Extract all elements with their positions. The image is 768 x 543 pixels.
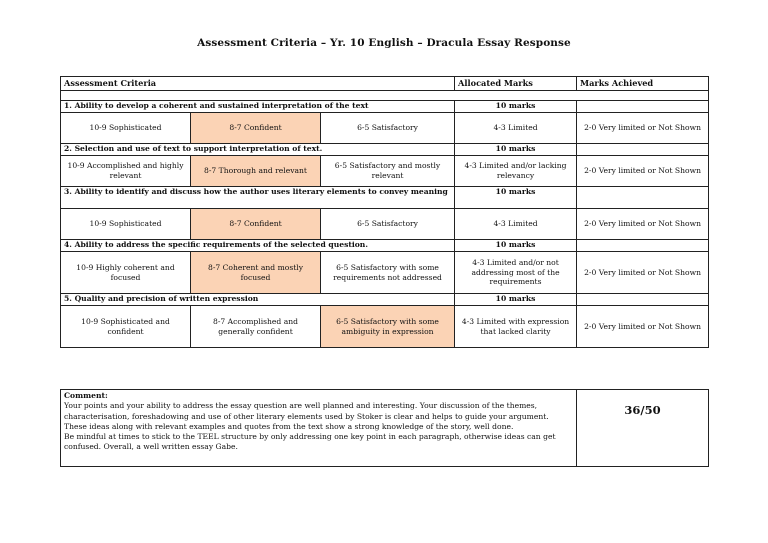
- criterion-marks: 10 marks: [455, 294, 577, 306]
- band-cell: 4-3 Limited and/or not addressing most of the requirements: [455, 252, 577, 294]
- band-cell: 10-9 Sophisticated and confident: [61, 306, 191, 348]
- band-cell: 6-5 Satisfactory: [321, 209, 455, 240]
- criterion-achieved-cell: [577, 144, 709, 156]
- band-cell-selected: 8-7 Thorough and relevant: [191, 156, 321, 187]
- band-cell: 10-9 Accomplished and highly relevant: [61, 156, 191, 187]
- comment-paragraph: Your points and your ability to address the essay question are well planned and interesting. Your discussion of the themes, characterisation, foreshadowing and use of other literary elements used by Stoker is clear and helps to guide your argument. These ideas along with relevant examples and quotes from the text show a strong knowledge of the story, well done.: [64, 401, 549, 431]
- comment-label: Comment:: [64, 391, 108, 400]
- band-cell-selected: 6-5 Satisfactory with some ambiguity in expression: [321, 306, 455, 348]
- band-cell-selected: 8-7 Confident: [191, 113, 321, 144]
- band-cell: 2-0 Very limited or Not Shown: [577, 306, 709, 348]
- band-cell-selected: 8-7 Confident: [191, 209, 321, 240]
- criterion-marks: 10 marks: [455, 240, 577, 252]
- comment-table: [60, 389, 709, 467]
- criterion-row: [61, 240, 709, 252]
- band-cell: 2-0 Very limited or Not Shown: [577, 156, 709, 187]
- table-header-row: [61, 77, 709, 91]
- band-row: [61, 252, 709, 294]
- total-score: 36/50: [577, 390, 709, 467]
- band-cell: 4-3 Limited and/or lacking relevancy: [455, 156, 577, 187]
- assessment-table: [60, 76, 709, 348]
- band-cell: 4-3 Limited: [455, 209, 577, 240]
- band-cell: 2-0 Very limited or Not Shown: [577, 113, 709, 144]
- band-cell: 10-9 Sophisticated: [61, 209, 191, 240]
- band-cell: 2-0 Very limited or Not Shown: [577, 252, 709, 294]
- criterion-achieved-cell: [577, 294, 709, 306]
- band-cell: 2-0 Very limited or Not Shown: [577, 209, 709, 240]
- band-cell: 6-5 Satisfactory: [321, 113, 455, 144]
- comment-paragraph: Be mindful at times to stick to the TEEL structure by only addressing one key point in each paragraph, otherwise ideas can get confused. Overall, a well written essay Gabe.: [64, 432, 556, 452]
- criterion-marks: 10 marks: [455, 187, 577, 209]
- criterion-question: 2. Selection and use of text to support interpretation of text.: [61, 144, 455, 156]
- criterion-row: [61, 187, 709, 209]
- criterion-question: 1. Ability to develop a coherent and sustained interpretation of the text: [61, 101, 455, 113]
- band-row: [61, 306, 709, 348]
- header-marks-achieved: Marks Achieved: [577, 77, 709, 91]
- header-criteria: Assessment Criteria: [61, 77, 455, 91]
- criterion-row: [61, 294, 709, 306]
- band-cell: 8-7 Accomplished and generally confident: [191, 306, 321, 348]
- criterion-marks: 10 marks: [455, 144, 577, 156]
- criterion-row: [61, 101, 709, 113]
- band-cell: 4-3 Limited: [455, 113, 577, 144]
- band-cell: 6-5 Satisfactory and mostly relevant: [321, 156, 455, 187]
- header-allocated-marks: Allocated Marks: [455, 77, 577, 91]
- band-cell: 10-9 Sophisticated: [61, 113, 191, 144]
- band-cell: 4-3 Limited with expression that lacked clarity: [455, 306, 577, 348]
- band-cell: 10-9 Highly coherent and focused: [61, 252, 191, 294]
- table-spacer: [61, 91, 709, 101]
- criterion-achieved-cell: [577, 240, 709, 252]
- criterion-achieved-cell: [577, 101, 709, 113]
- criterion-row: [61, 144, 709, 156]
- document-title: Assessment Criteria – Yr. 10 English – Dracula Essay Response: [197, 37, 571, 49]
- criterion-achieved-cell: [577, 187, 709, 209]
- band-cell: 6-5 Satisfactory with some requirements not addressed: [321, 252, 455, 294]
- criterion-marks: 10 marks: [455, 101, 577, 113]
- comment-cell: [61, 390, 577, 467]
- criterion-question: 3. Ability to identify and discuss how the author uses literary elements to convey meaning: [61, 187, 455, 209]
- band-row: [61, 156, 709, 187]
- band-cell-selected: 8-7 Coherent and mostly focused: [191, 252, 321, 294]
- criterion-question: 4. Ability to address the specific requirements of the selected question.: [61, 240, 455, 252]
- band-row: [61, 209, 709, 240]
- criterion-question: 5. Quality and precision of written expression: [61, 294, 455, 306]
- band-row: [61, 113, 709, 144]
